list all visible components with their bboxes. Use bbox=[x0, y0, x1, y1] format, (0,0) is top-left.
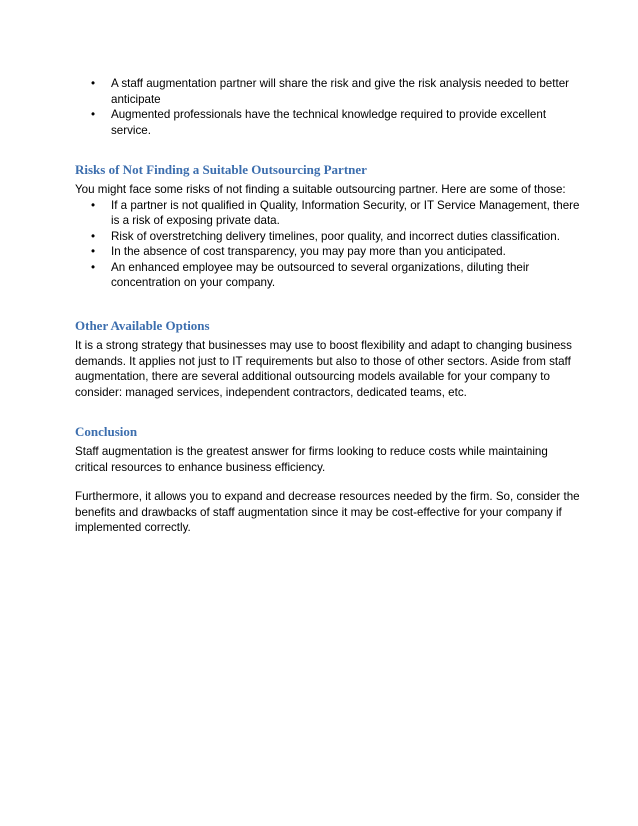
risks-bullet-list bbox=[75, 198, 580, 291]
conclusion-paragraph: Staff augmentation is the greatest answer for firms looking to reduce costs while maintaining critical resources to enhance business efficiency. bbox=[75, 445, 548, 474]
bullet-icon: • bbox=[91, 260, 96, 274]
list-item bbox=[75, 229, 580, 245]
list-item-text: If a partner is not qualified in Quality, Information Security, or IT Service Management, there is a risk of exposing private data. bbox=[111, 198, 580, 227]
bullet-icon: • bbox=[91, 77, 96, 90]
bullet-icon: • bbox=[91, 245, 96, 258]
options-heading: Other Available Options bbox=[75, 318, 210, 333]
conclusion-section bbox=[75, 424, 580, 536]
risks-heading: Risks of Not Finding a Suitable Outsourcing Partner bbox=[75, 162, 367, 177]
risks-section bbox=[75, 162, 580, 291]
bullet-icon: • bbox=[91, 229, 96, 243]
bullet-icon: • bbox=[91, 108, 96, 121]
list-item bbox=[75, 198, 580, 229]
options-section bbox=[75, 318, 580, 400]
list-item-text: Augmented professionals have the technical knowledge required to provide excellent service. bbox=[111, 108, 547, 137]
bullet-icon: • bbox=[91, 198, 96, 212]
list-item bbox=[75, 76, 578, 107]
risks-intro: You might face some risks of not finding a suitable outsourcing partner. Here are some of those: bbox=[75, 183, 566, 196]
intro-bullet-list bbox=[75, 76, 578, 138]
conclusion-heading: Conclusion bbox=[75, 424, 138, 439]
list-item-text: An enhanced employee may be outsourced to several organizations, diluting their concentration on your company. bbox=[111, 260, 530, 289]
list-item-text: In the absence of cost transparency, you may pay more than you anticipated. bbox=[111, 245, 506, 258]
list-item-text: Risk of overstretching delivery timelines, poor quality, and incorrect duties classification. bbox=[111, 229, 560, 243]
list-item bbox=[75, 107, 578, 138]
conclusion-paragraph: Furthermore, it allows you to expand and decrease resources needed by the firm. So, consider the benefits and drawbacks of staff augmentation since it may be cost-effective for your company if implemented correctly. bbox=[75, 490, 580, 534]
list-item-text: A staff augmentation partner will share the risk and give the risk analysis needed to better anticipate bbox=[111, 77, 569, 106]
options-body: It is a strong strategy that businesses may use to boost flexibility and adapt to changing business demands. It applies not just to IT requirements but also to those of other sectors. Aside from staff augmentation, there are several additional outsourcing models available for your company to consider: managed services, independent contractors, dedicated teams, etc. bbox=[75, 339, 572, 399]
list-item bbox=[75, 260, 580, 291]
list-item bbox=[75, 244, 580, 260]
